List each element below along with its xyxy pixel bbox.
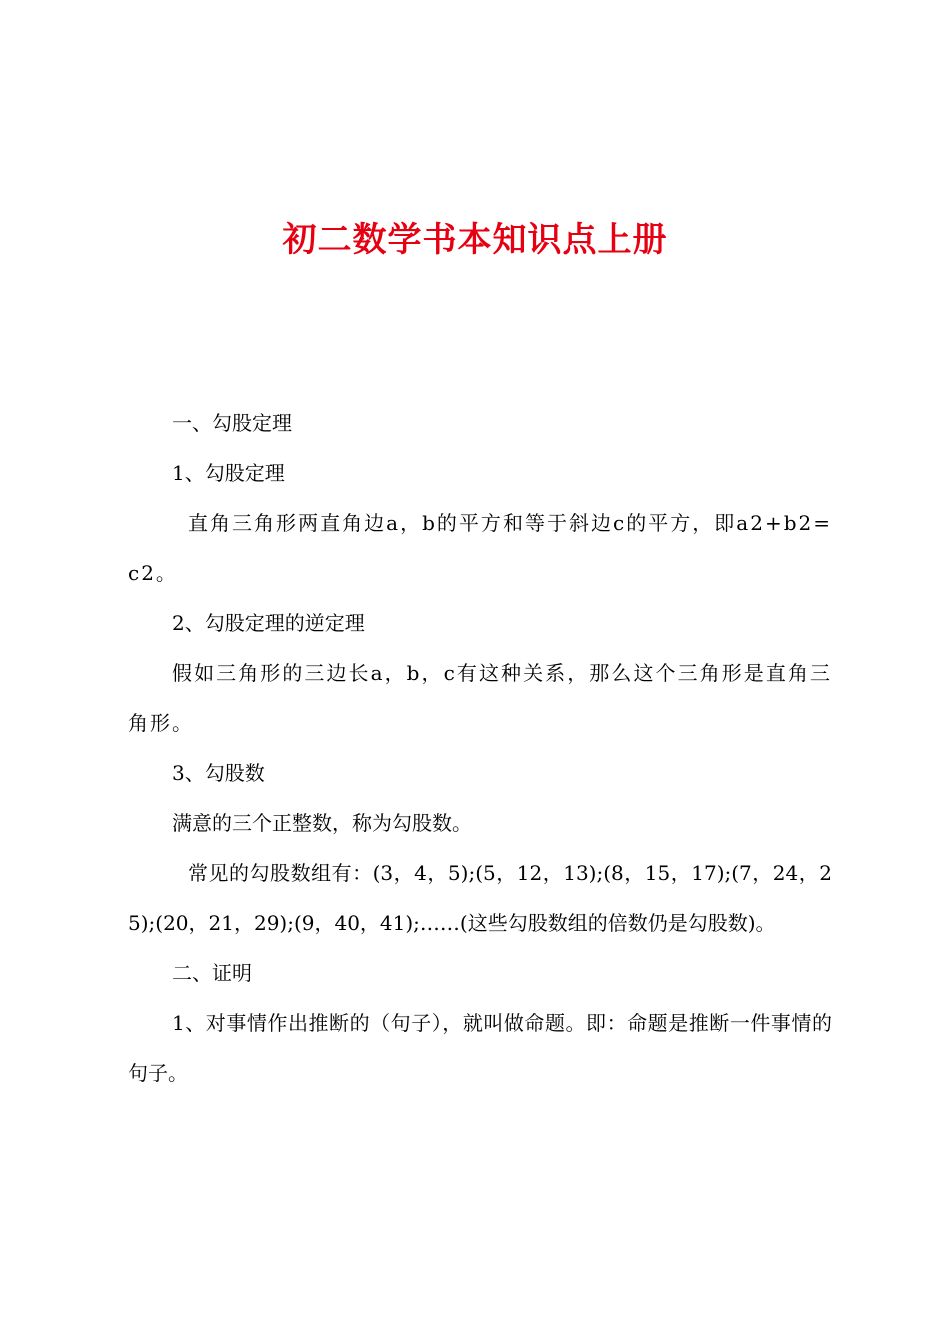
paragraph-proposition-definition: 1、对事情作出推断的（句子），就叫做命题。即：命题是推断一件事情的句子。 bbox=[128, 1011, 832, 1085]
section-heading-proof: 二、证明 bbox=[172, 961, 252, 985]
subheading-pythagorean-theorem: 1、勾股定理 bbox=[172, 461, 285, 485]
paragraph-theorem-statement: 直角三角形两直角边a，b的平方和等于斜边c的平方，即a2+b2=c2。 bbox=[128, 511, 832, 585]
subheading-pythagorean-triples: 3、勾股数 bbox=[172, 761, 265, 785]
section-heading-pythagorean: 一、勾股定理 bbox=[172, 411, 292, 435]
document-title: 初二数学书本知识点上册 bbox=[282, 220, 668, 260]
paragraph-common-triples: 常见的勾股数组有：(3，4，5);(5，12，13);(8，15，17);(7，24，25);(20，21，29);(9，40，41);……(这些勾股数组的倍数仍是勾股数)。 bbox=[128, 861, 832, 935]
document-body bbox=[128, 398, 832, 1098]
paragraph-triples-definition: 满意的三个正整数，称为勾股数。 bbox=[172, 811, 472, 835]
paragraph-converse-statement: 假如三角形的三边长a，b，c有这种关系，那么这个三角形是直角三角形。 bbox=[128, 661, 832, 735]
subheading-converse-theorem: 2、勾股定理的逆定理 bbox=[172, 611, 365, 635]
